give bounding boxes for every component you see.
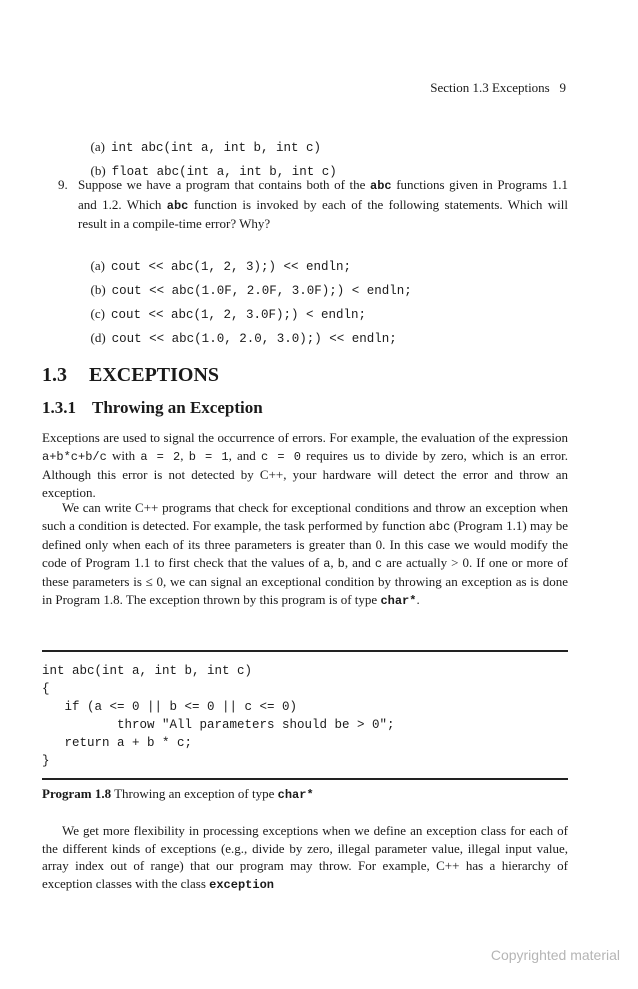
list-item: (b) cout << abc(1.0F, 2.0F, 3.0F);) < endln; xyxy=(90,282,412,298)
code-line: int abc(int a, int b, int c) xyxy=(42,664,253,678)
code-line: } xyxy=(42,754,50,768)
paragraph: We can write C++ programs that check for exceptional conditions and throw an exception when such a condition is detected. For example, the task performed by function abc (Program 1.1) may be defined only when each of its three parameters is greater than 0. In this case we would modify the code of Program 1.1 to first check that the values of a, b, and c are actually > 0. If one or more of these parameters is ≤ 0, we can signal an exceptional condition by throwing an exception as is done in Program 1.8. The exception thrown by this program is of type char*. xyxy=(42,500,568,608)
subsection-heading: 1.3.1 Throwing an Exception xyxy=(42,398,263,417)
running-head: Section 1.3 Exceptions 9 xyxy=(430,80,566,95)
watermark-text: Copyrighted material xyxy=(490,947,620,963)
program-top-rule xyxy=(42,650,568,652)
list-item: (d) cout << abc(1.0, 2.0, 3.0);) << endln; xyxy=(90,330,397,346)
list-item: (a) cout << abc(1, 2, 3);) << endln; xyxy=(90,258,351,274)
code-line: { xyxy=(42,682,50,696)
exercise-text: Suppose we have a program that contains both of the abc functions given in Programs 1.1 and 1.2. Which abc function is invoked by each of the following statements. Which will result in a compile-time error? Why? xyxy=(78,177,569,231)
list-item: (a) int abc(int a, int b, int c) xyxy=(90,139,321,155)
program-bottom-rule xyxy=(42,778,568,780)
paragraph: We get more flexibility in processing exceptions when we define an exception class for each of the different kinds of exceptions (e.g., divide by zero, illegal parameter value, illegal input value, array index out of range) that our program may throw. For example, C++ has a hierarchy of exception classes with the class exception xyxy=(42,823,568,892)
code-line: return a + b * c; xyxy=(42,736,193,750)
paragraph: Exceptions are used to signal the occurrence of errors. For example, the evaluation of the expression a+b*c+b/c with a = 2, b = 1, and c = 0 requires us to divide by zero, which is an error. Although this error is not detected by C++, your hardware will detect the error and throw an exception. xyxy=(42,430,569,500)
program-caption: Program 1.8 Throwing an exception of type char* xyxy=(42,786,314,802)
exercise-number: 9. xyxy=(58,177,68,192)
list-item: (b) float abc(int a, int b, int c) xyxy=(90,163,337,179)
code-line: if (a <= 0 || b <= 0 || c <= 0) xyxy=(42,700,298,714)
section-heading: 1.3 EXCEPTIONS xyxy=(42,364,220,386)
exercise-9 xyxy=(58,176,569,233)
list-item: (c) cout << abc(1, 2, 3.0F);) < endln; xyxy=(90,306,366,322)
code-line: throw "All parameters should be > 0"; xyxy=(42,718,395,732)
